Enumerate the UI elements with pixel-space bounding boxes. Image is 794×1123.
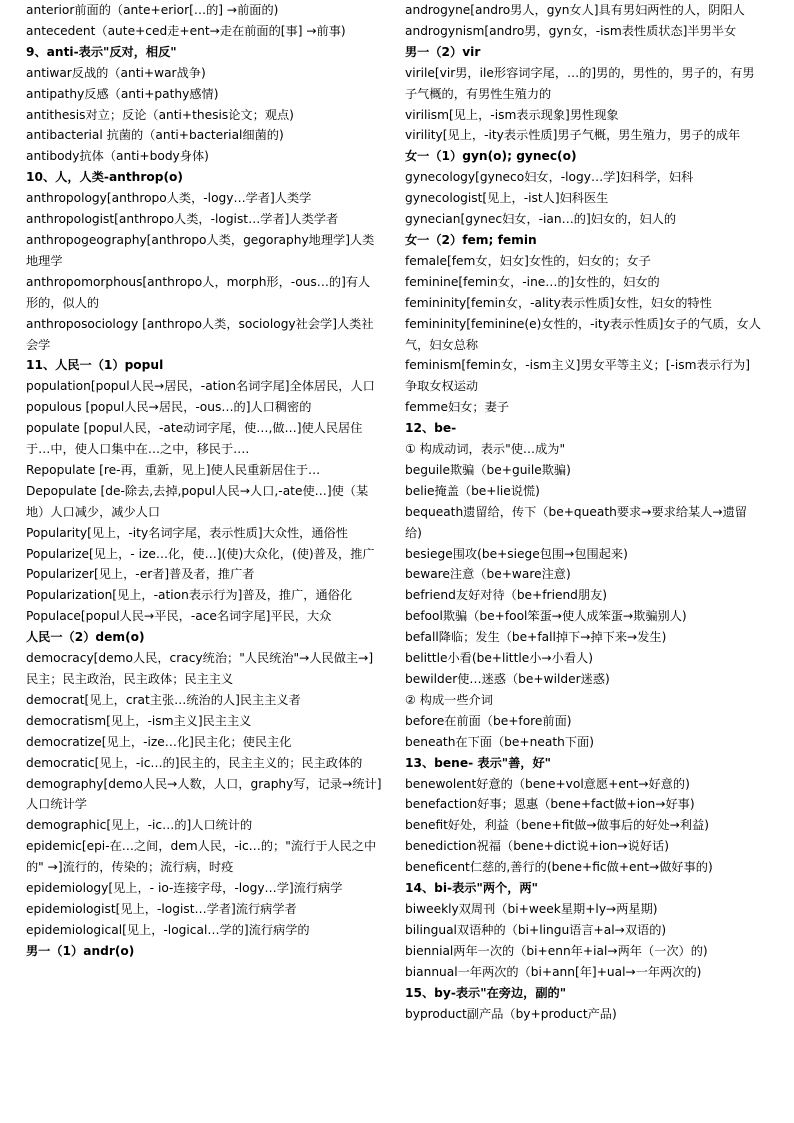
vocab-entry: androgyne[andro男人，gyn女人]具有男妇两性的人，阴阳人 — [405, 3, 745, 17]
vocab-entry: anthropologist[anthropo人类，-logist…学者]人类学者 — [26, 212, 339, 227]
section-heading: 男一（2）vir — [405, 44, 481, 59]
vocab-entry: antibody抗体（anti+body身体) — [26, 149, 209, 164]
vocab-entry: bewilder使…迷惑（be+wilder迷惑) — [405, 672, 610, 686]
vocab-entry: ② 构成一些介词 — [405, 692, 493, 707]
section-heading: 14、bi-表示"两个，两" — [405, 881, 538, 896]
vocab-entry: antibacterial 抗菌的（anti+bacterial细菌的) — [26, 128, 284, 143]
vocab-entry: antipathy反感（anti+pathy感情) — [26, 86, 219, 101]
vocab-entry: epidemiology[见上，- io-连接字母，-logy…学]流行病学 — [26, 881, 343, 896]
vocab-entry: antecedent（aute+ced走+ent→走在前面的[事] →前事) — [26, 23, 346, 38]
section-heading: 12、be- — [405, 421, 457, 436]
vocab-entry: Popularize[见上，- ize…化，使…](使)大众化，(使)普及，推广 — [26, 546, 375, 561]
vocab-entry: epidemic[epi-在…之间，dem人民，-ic…的；"流行于人民之中的" →]流行的，传染的；流行病，时疫 — [26, 839, 377, 875]
vocab-entry: population[popul人民→居民，-ation名词字尾]全体居民，人口 — [26, 379, 375, 394]
vocab-entry: before在前面（be+fore前面) — [405, 713, 572, 728]
vocab-entry: virility[见上，-ity表示性质]男子气概，男生殖力，男子的成年 — [405, 128, 741, 143]
vocab-entry: democratism[见上，-ism主义]民主主义 — [26, 713, 252, 728]
vocab-entry: gynecology[gyneco妇女，-logy…学]妇科学，妇科 — [405, 170, 694, 185]
vocab-entry: benefit好处，利益（bene+fit做→做事后的好处→利益) — [405, 818, 710, 833]
vocab-entry: anthropology[anthropo人类，-logy…学者]人类学 — [26, 191, 312, 206]
vocab-entry: femme妇女；妻子 — [405, 400, 509, 415]
section-heading: 女一（2）fem; femin — [405, 232, 537, 247]
vocab-entry: belittle小看(be+little小→小看人) — [405, 651, 593, 666]
vocab-entry: female[fem女，妇女]女性的，妇女的；女子 — [405, 253, 651, 268]
vocab-entry: gynecologist[见上，-ist人]妇科医生 — [405, 191, 609, 206]
vocab-entry: antithesis对立；反论（anti+thesis论文；观点) — [26, 107, 294, 122]
vocab-entry: democracy[demo人民，cracy统治；"人民统治"→人民做主→]民主；民主政治，民主政体；民主主义 — [26, 651, 374, 686]
vocab-entry: democrat[见上，crat主张…统治的人]民主主义者 — [26, 692, 301, 707]
section-heading: 男一（1）andr(o) — [26, 943, 135, 958]
vocab-entry: antiwar反战的（anti+war战争) — [26, 65, 206, 80]
section-heading: 人民一（2）dem(o) — [26, 630, 145, 645]
vocab-entry: demography[demo人民→人数，人口，graphy写，记录→统计]人口统计学 — [26, 776, 382, 812]
left-column — [26, 0, 382, 962]
vocab-entry: befriend友好对待（be+friend朋友) — [405, 588, 608, 603]
vocab-entry: anthroposociology [anthropo人类，sociology社会学]人类社会学 — [26, 316, 374, 352]
vocab-entry: gynecian[gynec妇女，-ian…的]妇女的，妇人的 — [405, 212, 677, 227]
section-heading: 13、bene- 表示"善，好" — [405, 755, 552, 770]
vocab-entry: feminism[femin女，-ism主义]男女平等主义；[-ism表示行为]争取女权运动 — [405, 358, 750, 394]
vocab-entry: Repopulate [re-再，重新，见上]使人民重新居住于… — [26, 462, 321, 477]
vocab-entry: virilism[见上，-ism表示现象]男性现象 — [405, 107, 619, 122]
vocab-entry: anthropogeography[anthropo人类，gegoraphy地理学]人类地理学 — [26, 232, 375, 268]
vocab-entry: bequeath遗留给，传下（be+queath要求→要求给某人→遗留给) — [405, 504, 747, 540]
vocab-entry: virile[vir男，ile形容词字尾，…的]男的，男性的，男子的，有男子气概的，有男性生殖力的 — [405, 65, 755, 101]
vocab-entry: demographic[见上，-ic…的]人口统计的 — [26, 818, 253, 833]
vocab-entry: epidemiological[见上，-logical…学的]流行病学的 — [26, 922, 310, 937]
section-heading: 9、anti-表示"反对，相反" — [26, 44, 177, 59]
right-column — [405, 0, 761, 1024]
vocab-entry: belie掩盖（be+lie说慌) — [405, 483, 540, 498]
vocab-entry: Popularity[见上，-ity名词字尾，表示性质]大众性，通俗性 — [26, 525, 348, 540]
vocab-entry: beware注意（be+ware注意) — [405, 567, 571, 582]
vocab-entry: democratic[见上，-ic…的]民主的，民主主义的；民主政体的 — [26, 755, 363, 770]
vocab-entry: biannual一年两次的（bi+ann[年]+ual→一年两次的) — [405, 964, 702, 979]
vocab-entry: bilingual双语种的（bi+lingu语言+al→双语的) — [405, 922, 667, 937]
vocab-entry: biennial两年一次的（bi+enn年+ial→两年（一次）的) — [405, 943, 708, 958]
vocab-entry: benefaction好事；恩惠（bene+fact做+ion→好事) — [405, 797, 695, 812]
vocab-entry: biweekly双周刊（bi+week星期+ly→两星期) — [405, 901, 658, 916]
vocab-entry: epidemiologist[见上，-logist…学者]流行病学者 — [26, 901, 297, 916]
section-heading: 女一（1）gyn(o); gynec(o) — [405, 149, 577, 164]
vocab-entry: populate [popul人民，-ate动词字尾，使…,做…]使人民居住于…中，使人口集中在…之中，移民于…. — [26, 421, 363, 457]
vocab-entry: beguile欺骗（be+guile欺骗) — [405, 462, 571, 477]
vocab-entry: befall降临；发生（be+fall掉下→掉下来→发生) — [405, 630, 667, 645]
vocab-entry: Depopulate [de-除去,去掉,popul人民→人口,-ate使…]使（某地）人口减少，减少人口 — [26, 483, 369, 519]
section-heading: 11、人民一（1）popul — [26, 358, 164, 373]
vocab-entry: anthropomorphous[anthropo人，morph形，-ous…的]有人形的，似人的 — [26, 274, 371, 310]
vocab-entry: benediction祝福（bene+dict说+ion→说好话) — [405, 839, 669, 854]
section-heading: 10、人，人类-anthrop(o) — [26, 170, 183, 185]
vocab-entry: Popularizer[见上，-er者]普及者，推广者 — [26, 567, 255, 582]
vocab-entry: populous [popul人民→居民，-ous…的]人口稠密的 — [26, 400, 312, 415]
vocab-entry: byproduct副产品（by+product产品) — [405, 1006, 617, 1021]
vocab-entry: femininity[feminine(e)女性的，-ity表示性质]女子的气质，女人气，妇女总称 — [405, 316, 761, 352]
section-heading: 15、by-表示"在旁边，副的" — [405, 985, 567, 1000]
vocab-entry: beneficent仁慈的,善行的(bene+fic做+ent→做好事的) — [405, 860, 713, 875]
vocab-entry: anterior前面的（ante+erior[…的] →前面的) — [26, 3, 279, 17]
vocab-entry: besiege围攻(be+siege包围→包围起来) — [405, 546, 628, 561]
vocab-entry: ① 构成动词，表示"使…成为" — [405, 442, 566, 457]
vocab-entry: beneath在下面（be+neath下面) — [405, 734, 594, 749]
vocab-entry: democratize[见上，-ize…化]民主化；使民主化 — [26, 734, 292, 749]
vocab-entry: benewolent好意的（bene+vol意愿+ent→好意的) — [405, 776, 690, 791]
vocab-entry: feminine[femin女，-ine…的]女性的，妇女的 — [405, 274, 660, 289]
vocab-entry: Populace[popul人民→平民，-ace名词字尾]平民，大众 — [26, 609, 332, 624]
vocab-entry: befool欺骗（be+fool笨蛋→使人成笨蛋→欺骗别人) — [405, 609, 687, 624]
vocab-entry: androgynism[andro男，gyn女，-ism表性质状态]半男半女 — [405, 23, 737, 38]
vocab-entry: femininity[femin女，-ality表示性质]女性，妇女的特性 — [405, 295, 712, 310]
vocab-entry: Popularization[见上，-ation表示行为]普及，推广，通俗化 — [26, 588, 353, 603]
